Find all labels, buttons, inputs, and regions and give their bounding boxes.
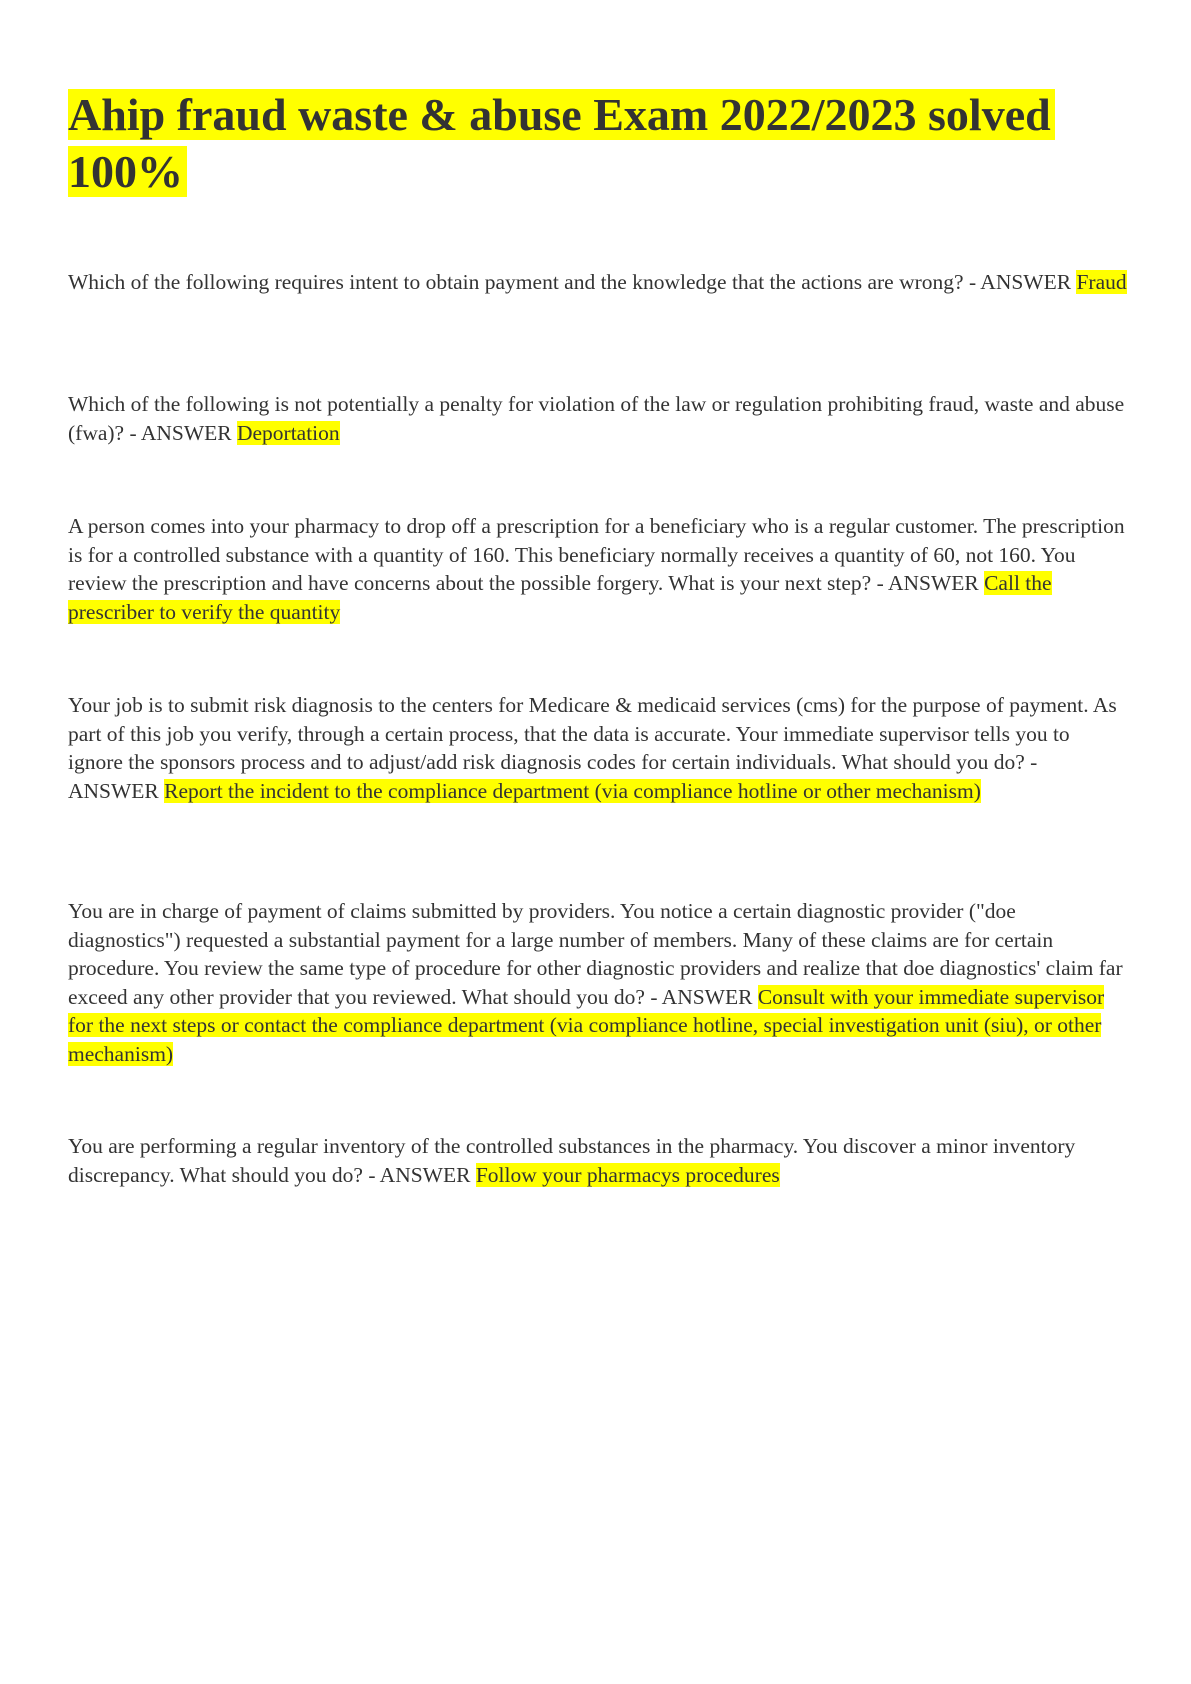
- answer-label: - ANSWER: [876, 571, 979, 595]
- answer-label: - ANSWER: [129, 420, 232, 445]
- qa-item: [68, 390, 1128, 447]
- answer-label: - ANSWER: [968, 270, 1072, 294]
- answer-highlight: Deportation: [236, 420, 340, 445]
- title-highlight: Ahip fraud waste & abuse Exam 2022/2023 solved 100%: [68, 89, 1055, 197]
- answer-highlight: Follow your pharmacys procedures: [475, 1162, 780, 1187]
- qa-item: [68, 512, 1128, 626]
- question-text: You are performing a regular inventory of the controlled substances in the pharmacy. You discover a minor inventory discrepancy. What should you do?: [68, 1134, 1076, 1187]
- question-text: Your job is to submit risk diagnosis to the centers for Medicare & medicaid services (cms) for the purpose of payment. As part of this job you verify, through a certain process, that the data is accurate. Your immediate supervisor tells you to ignore the sponsors process and to adjust/add risk diagnosis codes for certain individuals. What should you do?: [68, 693, 1117, 774]
- answer-label: - ANSWER: [368, 1162, 471, 1187]
- question-text: Which of the following is not potentially a penalty for violation of the law or regulation prohibiting fraud, waste and abuse (fwa)?: [68, 392, 1125, 445]
- qa-item: [68, 691, 1128, 805]
- question-text: A person comes into your pharmacy to drop off a prescription for a beneficiary who is a regular customer. The prescription is for a controlled substance with a quantity of 160. This beneficiary normally receives a quantity of 60, not 160. You review the prescription and have concerns about the possible forgery. What is your next step?: [68, 514, 1125, 595]
- qa-item: [68, 897, 1128, 1068]
- question-text: Which of the following requires intent to obtain payment and the knowledge that the actions are wrong?: [68, 270, 964, 294]
- answer-highlight: Consult with your immediate supervisor for the next steps or contact the compliance department (via compliance hotline, special investigation unit (siu), or other mechanism): [68, 984, 1105, 1066]
- document-title: [68, 86, 1128, 200]
- answer-highlight: Fraud: [1076, 270, 1127, 294]
- question-text: You are in charge of payment of claims submitted by providers. You notice a certain diagnostic provider ("doe diagnostics") requested a substantial payment for a large number of members. Many of these claims are for certain procedure. You review the same type of procedure for other diagnostic providers and realize that doe diagnostics' claim far exceed any other provider that you reviewed. What should you do?: [68, 899, 1123, 1009]
- qa-item: [68, 268, 1128, 297]
- answer-label: - ANSWER: [68, 750, 1038, 803]
- answer-highlight: Report the incident to the compliance department (via compliance hotline or other mechanism): [164, 778, 981, 803]
- qa-item: [68, 1132, 1128, 1189]
- answer-label: - ANSWER: [650, 984, 753, 1009]
- answer-highlight: Call the prescriber to verify the quantity: [68, 571, 1052, 624]
